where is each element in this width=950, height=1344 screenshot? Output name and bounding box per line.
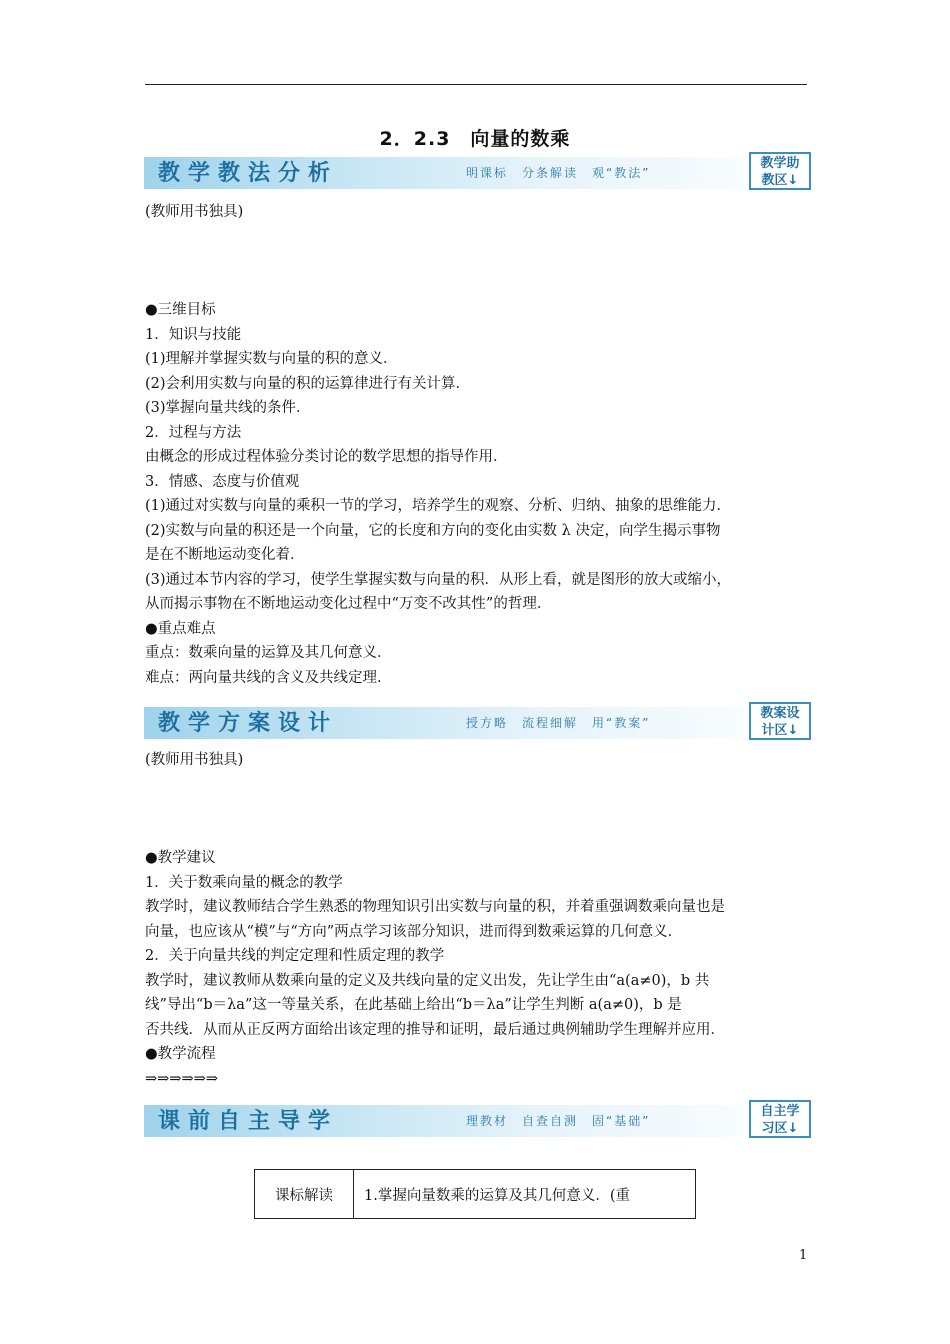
text-line: (3)掌握向量共线的条件． <box>145 400 311 416</box>
text-line: 难点：两向量共线的含义及共线定理． <box>145 669 392 686</box>
text-line: (1)理解并掌握实数与向量的积的意义． <box>145 351 398 367</box>
flow-arrows: ⇒⇒⇒⇒⇒⇒ <box>145 1070 218 1087</box>
text-line: ●三维目标 <box>145 302 216 318</box>
page-number: 1 <box>799 1248 808 1263</box>
text-line: 从而揭示事物在不断地运动变化过程中“万变不改其性”的哲理． <box>145 596 552 612</box>
text-line: 2．关于向量共线的判定定理和性质定理的教学 <box>145 948 445 964</box>
text-line: (3)通过本节内容的学习，使学生掌握实数与向量的积．从形上看，就是图形的放大或缩小， <box>145 571 732 588</box>
text-line: 向量，也应该从“模”与“方向”两点学习该部分知识，进而得到数乘运算的几何意义． <box>145 923 683 940</box>
text-line: ●教学流程 <box>145 1046 216 1062</box>
banner-tag[interactable] <box>749 702 811 740</box>
table-content-cell: 1.掌握向量数乘的运算及其几何意义．(重 <box>364 1187 630 1204</box>
banner-subheading: 理教材 自查自测 固“基础” <box>466 1114 651 1128</box>
banner-tag-line1: 自主学 <box>760 1104 800 1119</box>
teacher-note: (教师用书独具) <box>145 752 244 768</box>
text-line: 1．关于数乘向量的概念的教学 <box>145 874 343 891</box>
text-line: (2)会利用实数与向量的积的运算律进行有关计算． <box>145 375 471 392</box>
text-line: 教学时，建议教师从数乘向量的定义及共线向量的定义出发，先让学生由“a(a≠0)，b 共 <box>145 972 710 989</box>
text-line: 2．过程与方法 <box>145 424 242 441</box>
page-title: 2．2.3 向量的数乘 <box>379 128 571 150</box>
text-line: 1．知识与技能 <box>145 326 242 343</box>
banner-teaching-analysis <box>144 152 814 196</box>
banner-heading: 教学方案设计 <box>158 710 339 736</box>
header-rule <box>145 84 807 85</box>
text-line: ●重点难点 <box>145 620 216 637</box>
banner-self-study <box>144 1100 814 1144</box>
section1-body <box>145 298 815 690</box>
banner-teaching-plan <box>144 702 814 746</box>
banner-subheading: 授方略 流程细解 用“教案” <box>466 716 651 730</box>
text-line: 由概念的形成过程体验分类讨论的数学思想的指导作用． <box>145 449 508 465</box>
banner-tag-line2: 习区↓ <box>761 1121 799 1136</box>
banner-subheading: 明课标 分条解读 观“教法” <box>466 166 651 180</box>
table-label-cell: 课标解读 <box>255 1170 354 1218</box>
banner-tag-line1: 教案设 <box>760 706 800 721</box>
banner-tag-line1: 教学助 <box>760 156 800 171</box>
section1-note-block <box>145 200 815 225</box>
text-line: 否共线．从而从正反两方面给出该定理的推导和证明，最后通过典例辅助学生理解并应用． <box>145 1021 725 1038</box>
text-line: ●教学建议 <box>145 850 216 866</box>
banner-heading: 课前自主导学 <box>158 1108 339 1134</box>
teacher-note: (教师用书独具) <box>145 204 244 220</box>
banner-tag-line2: 计区↓ <box>761 723 799 738</box>
text-line: 教学时，建议教师结合学生熟悉的物理知识引出实数与向量的积，并着重强调数乘向量也是 <box>145 899 725 915</box>
banner-heading: 教学教法分析 <box>158 160 339 186</box>
section2-note-block <box>145 748 815 773</box>
text-line: (1)通过对实数与向量的乘积一节的学习，培养学生的观察、分析、归纳、抽象的思维能力． <box>145 498 732 514</box>
text-line: 3．情感、态度与价值观 <box>145 473 300 490</box>
banner-tag[interactable] <box>749 1100 811 1138</box>
curriculum-table <box>254 1169 696 1219</box>
text-line: 线”导出“b＝λa”这一等量关系，在此基础上给出“b＝λa”让学生判断 a(a≠0)，b 是 <box>145 997 682 1013</box>
text-line: 重点：数乘向量的运算及其几何意义． <box>145 645 392 661</box>
text-line: 是在不断地运动变化着． <box>145 547 305 563</box>
banner-tag[interactable] <box>749 152 811 190</box>
text-line: (2)实数与向量的积还是一个向量，它的长度和方向的变化由实数 λ 决定，向学生揭示事物 <box>145 522 721 539</box>
section2-body <box>145 846 815 1091</box>
banner-tag-line2: 教区↓ <box>761 173 799 188</box>
